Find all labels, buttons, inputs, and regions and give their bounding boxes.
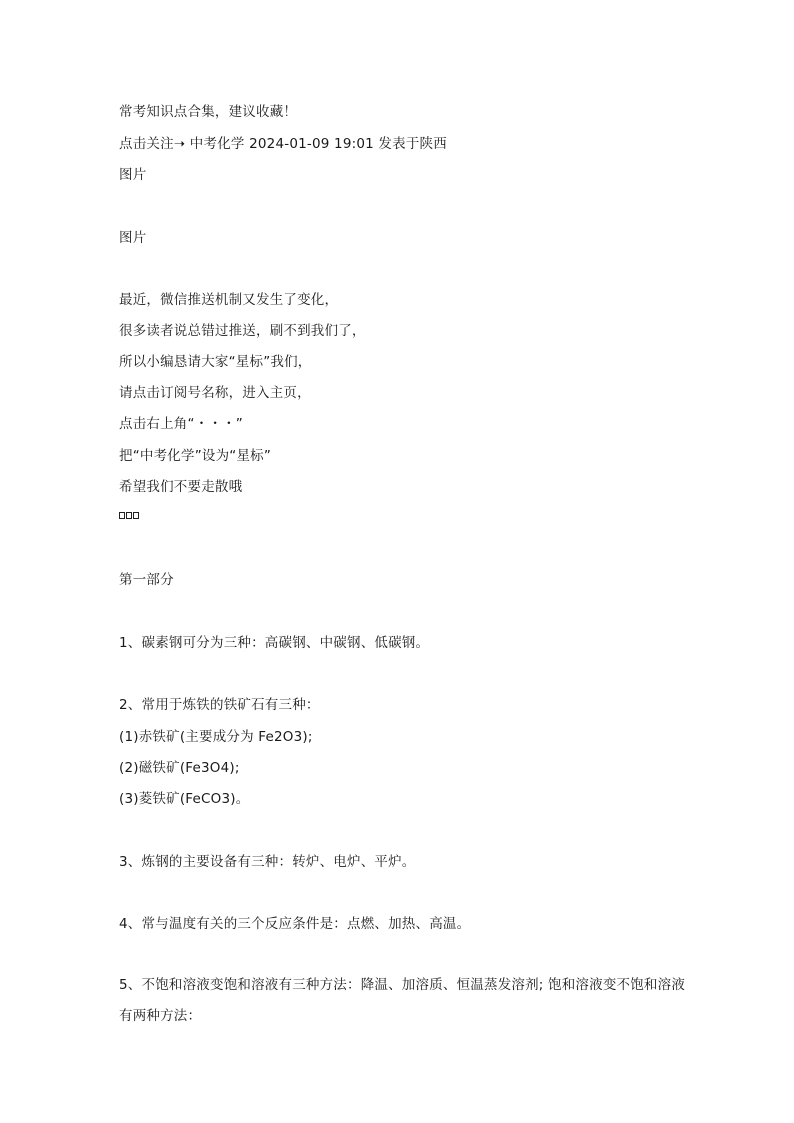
image-placeholder: 图片 bbox=[119, 167, 147, 183]
intro-line: 请点击订阅号名称，进入主页， bbox=[119, 385, 311, 401]
list-sub-item: (1)赤铁矿(主要成分为 Fe2O3); bbox=[119, 729, 313, 745]
list-item: 3、炼钢的主要设备有三种：转炉、电炉、平炉。 bbox=[119, 854, 416, 870]
missing-glyph-box bbox=[133, 512, 139, 519]
list-item: 2、常用于炼铁的铁矿石有三种： bbox=[119, 697, 320, 713]
article-title: 常考知识点合集，建议收藏！ bbox=[119, 104, 298, 120]
list-item: 1、碳素钢可分为三种：高碳钢、中碳钢、低碳钢。 bbox=[119, 635, 430, 651]
intro-line: 点击右上角“・・・” bbox=[119, 416, 243, 432]
list-sub-item: (2)磁铁矿(Fe3O4); bbox=[119, 760, 240, 776]
missing-glyph-boxes bbox=[119, 512, 139, 519]
intro-line: 最近，微信推送机制又发生了变化， bbox=[119, 292, 339, 308]
intro-line: 把“中考化学”设为“星标” bbox=[119, 448, 272, 464]
missing-glyph-box bbox=[119, 512, 125, 519]
section-heading: 第一部分 bbox=[119, 572, 174, 588]
list-item: 4、常与温度有关的三个反应条件是：点燃、加热、高温。 bbox=[119, 916, 471, 932]
intro-line: 希望我们不要走散哦 bbox=[119, 479, 243, 495]
intro-line: 所以小编恳请大家“星标”我们， bbox=[119, 354, 312, 370]
image-placeholder: 图片 bbox=[119, 230, 147, 246]
intro-line: 很多读者说总错过推送，刷不到我们了， bbox=[119, 323, 366, 339]
list-sub-item: (3)菱铁矿(FeCO3)。 bbox=[119, 791, 250, 807]
list-item: 5、不饱和溶液变饱和溶液有三种方法：降温、加溶质、恒温蒸发溶剂; 饱和溶液变不饱和溶液有两种方法： bbox=[119, 977, 686, 1024]
article-byline: 点击关注➝ 中考化学 2024-01-09 19:01 发表于陕西 bbox=[119, 136, 447, 152]
missing-glyph-box bbox=[126, 512, 132, 519]
